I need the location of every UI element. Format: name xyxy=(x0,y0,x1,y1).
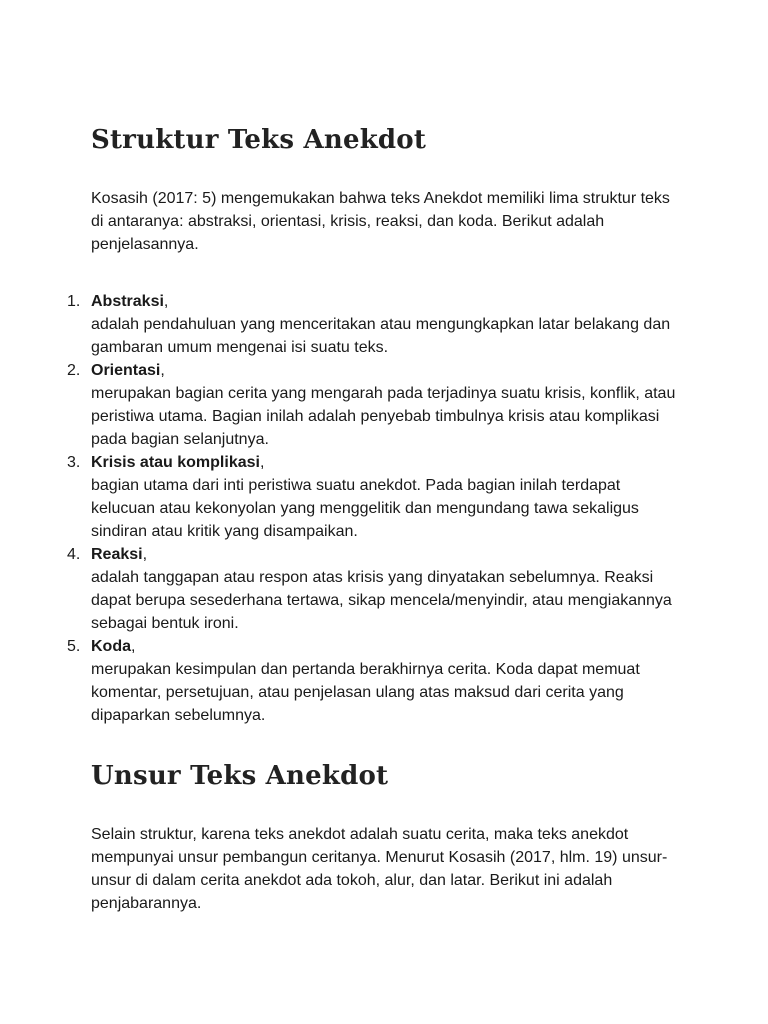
list-item-term: Krisis atau komplikasi xyxy=(91,454,260,471)
list-item-number: 1. xyxy=(67,293,81,310)
section-title-struktur: Struktur Teks Anekdot xyxy=(91,125,427,155)
list-item-description: adalah tanggapan atau respon atas krisis yang dinyatakan sebelumnya. Reaksi dapat berupa sesederhana tertawa, sikap mencela/menyindir, atau mengiakannya sebagai bentuk ironi. xyxy=(91,569,672,632)
structure-list xyxy=(67,290,681,727)
list-item-separator: , xyxy=(163,293,169,310)
section-intro-struktur: Kosasih (2017: 5) mengemukakan bahwa teks Anekdot memiliki lima struktur teks di antaranya: abstraksi, orientasi, krisis, reaksi, dan koda. Berikut adalah penjelasannya. xyxy=(91,190,670,253)
list-item xyxy=(67,290,681,359)
list-item-number: 4. xyxy=(67,546,81,563)
list-item-separator: , xyxy=(142,546,148,563)
list-item xyxy=(67,635,681,727)
list-item-term: Abstraksi xyxy=(91,293,164,310)
list-item-description: bagian utama dari inti peristiwa suatu anekdot. Pada bagian inilah terdapat kelucuan atau kekonyolan yang menggelitik dan mengundang tawa sekaligus sindiran atau kritik yang disampaikan. xyxy=(91,477,639,540)
list-item-term: Reaksi xyxy=(91,546,143,563)
list-item-number: 3. xyxy=(67,454,81,471)
list-item-separator: , xyxy=(131,638,136,655)
list-item-description: merupakan bagian cerita yang mengarah pada terjadinya suatu krisis, konflik, atau peristiwa utama. Bagian inilah adalah penyebab timbulnya krisis atau komplikasi pada bagian selanjutnya. xyxy=(91,385,676,448)
section-intro-unsur: Selain struktur, karena teks anekdot adalah suatu cerita, maka teks anekdot mempunyai unsur pembangun ceritanya. Menurut Kosasih (2017, hlm. 19) unsur-unsur di dalam cerita anekdot ada tokoh, alur, dan latar. Berikut ini adalah penjabarannya. xyxy=(91,826,668,912)
list-item-number: 2. xyxy=(67,362,81,379)
list-item xyxy=(67,543,681,635)
list-item-term: Orientasi xyxy=(91,362,161,379)
section-title-unsur: Unsur Teks Anekdot xyxy=(91,761,389,791)
list-item xyxy=(67,359,681,451)
list-item-description: merupakan kesimpulan dan pertanda berakhirnya cerita. Koda dapat memuat komentar, persetujuan, atau penjelasan ulang atas maksud dari cerita yang dipaparkan sebelumnya. xyxy=(91,661,640,724)
list-item-separator: , xyxy=(259,454,265,471)
list-item-number: 5. xyxy=(67,638,81,655)
list-item-term: Koda xyxy=(91,638,131,655)
list-item-separator: , xyxy=(160,362,165,379)
list-item xyxy=(67,451,681,543)
list-item-description: adalah pendahuluan yang menceritakan atau mengungkapkan latar belakang dan gambaran umum mengenai isi suatu teks. xyxy=(91,316,671,356)
